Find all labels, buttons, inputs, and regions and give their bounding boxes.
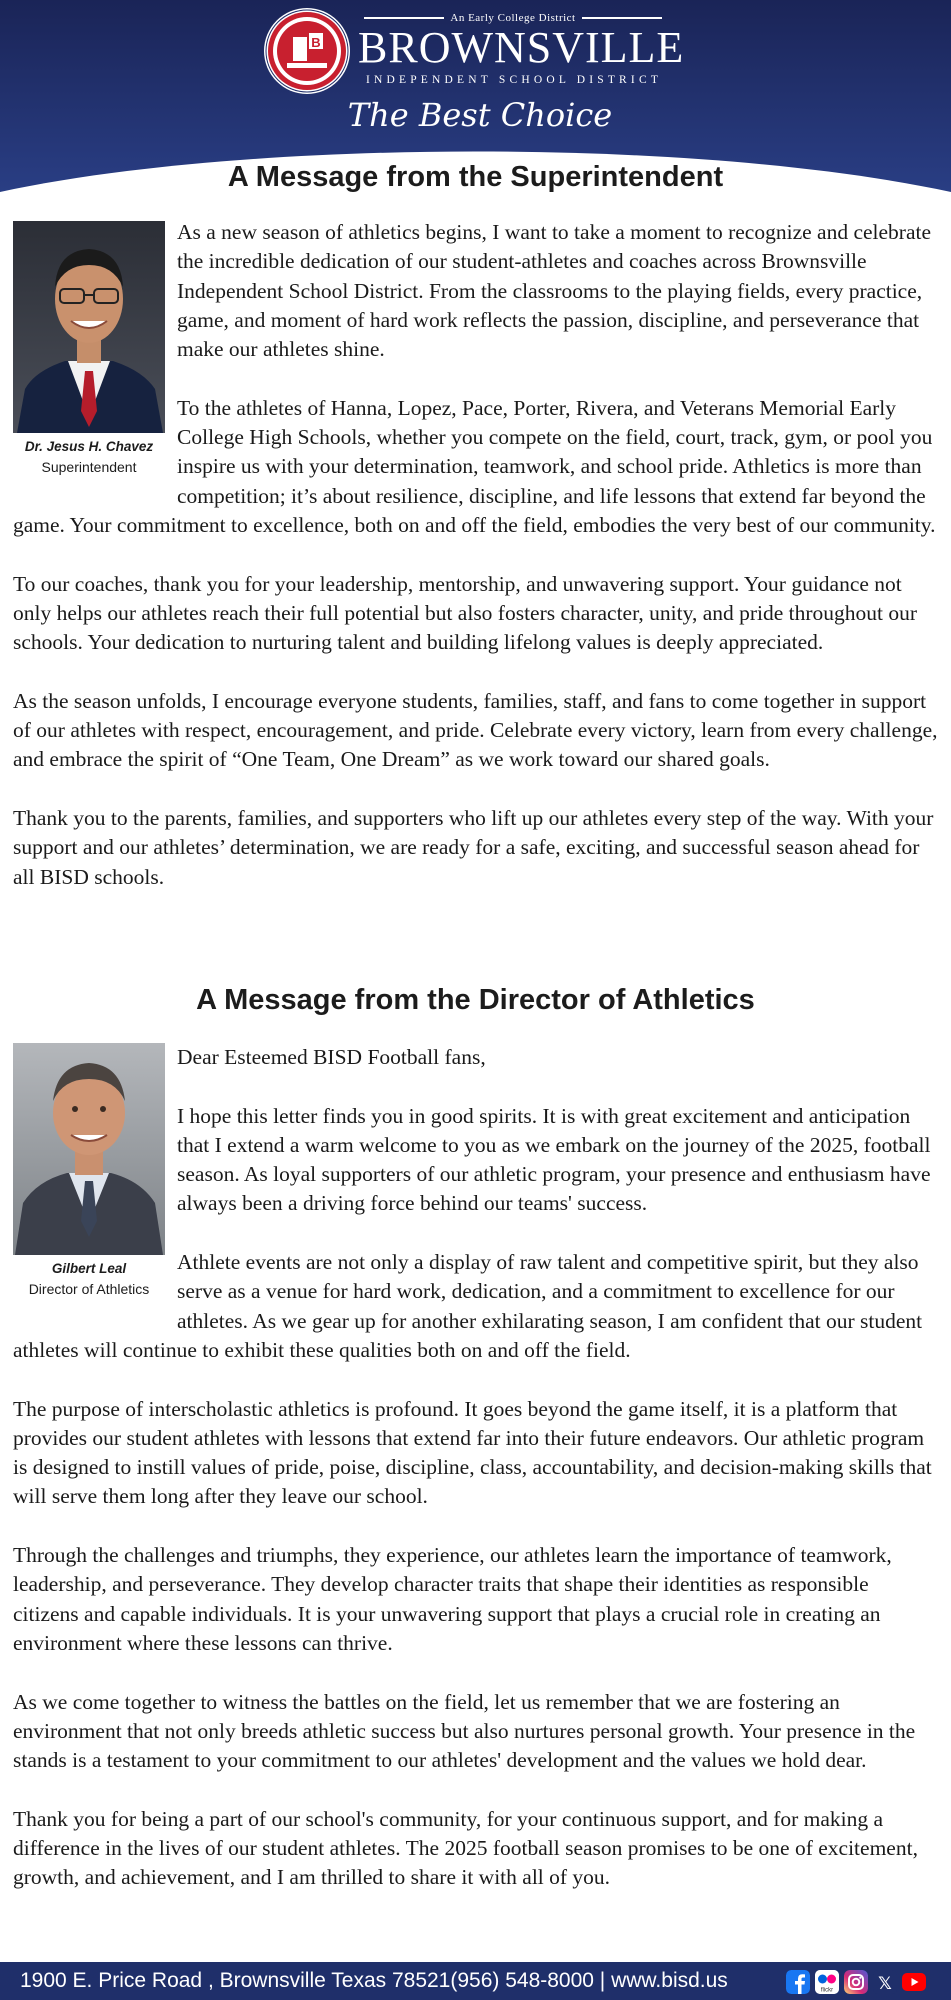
facebook-icon[interactable] bbox=[786, 1970, 810, 1994]
athletics-section-title: A Message from the Director of Athletics bbox=[196, 984, 755, 1016]
athletics-paragraph: The purpose of interscholastic athletics is profound. It goes beyond the game itself, it is a platform that provides our student athletes with lessons that extend far into their future endeavors. Our athletic program is designed to instill values of pride, poise, discipline, class, accountability, and decision-making skills that will serve them long after they leave our school. bbox=[13, 1396, 932, 1509]
superintendent-name: Dr. Jesus H. Chavez bbox=[24, 439, 154, 454]
district-seal-icon bbox=[263, 7, 351, 95]
footer-contact[interactable]: 1900 E. Price Road , Brownsville Texas 78521(956) 548-8000 | www.bisd.us bbox=[20, 1969, 728, 1992]
superintendent-message bbox=[13, 218, 939, 892]
athletics-paragraph: As we come together to witness the battles on the field, let us remember that we are fostering an environment that not only breeds athletic success but also nurtures personal growth. Your presence in the stands is a testament to your commitment to our athletes' development and the values we hold dear. bbox=[13, 1689, 916, 1773]
athletics-paragraph: Dear Esteemed BISD Football fans, bbox=[177, 1045, 486, 1069]
athletics-message bbox=[13, 1043, 939, 1893]
flickr-icon[interactable] bbox=[815, 1970, 839, 1994]
district-subtitle: INDEPENDENT SCHOOL DISTRICT bbox=[365, 74, 663, 86]
athletics-paragraph: I hope this letter finds you in good spirits. It is with great excitement and anticipation that I extend a warm welcome to you as we embark on the journey of the 2025, football season. As loyal supporters of our athletic program, your presence and enthusiasm have always been a driving force behind our teams' success. bbox=[177, 1103, 931, 1216]
superintendent-paragraph: As a new season of athletics begins, I want to take a moment to recognize and celebrate the incredible dedication of our student-athletes and coaches across Brownsville Independent School District. From the classrooms to the playing fields, every practice, game, and moment of hard work reflects the passion, discipline, and perseverance that make our athletes shine. bbox=[177, 220, 932, 362]
district-slogan: The Best Choice bbox=[347, 96, 613, 134]
athletics-paragraph: Thank you for being a part of our school's community, for your continuous support, and for making a difference in the lives of our student athletes. The 2025 football season promises to be one of excitement, growth, and achievement, and I am thrilled to share it with all of you. bbox=[13, 1806, 918, 1890]
youtube-icon[interactable] bbox=[902, 1970, 926, 1994]
svg-text:flickr: flickr bbox=[820, 1987, 834, 1994]
district-wordmark: BROWNSVILLE bbox=[358, 23, 685, 72]
svg-text:B: B bbox=[311, 35, 321, 50]
svg-text:𝕏: 𝕏 bbox=[878, 1974, 892, 1994]
x-icon[interactable] bbox=[873, 1970, 897, 1994]
athletics-director-name: Gilbert Leal bbox=[51, 1261, 127, 1276]
tagline-text: An Early College District bbox=[450, 12, 576, 24]
athletics-paragraph: Athlete events are not only a display of raw talent and competitive spirit, but they also serve as a venue for hard work, dedication, and a commitment to excellence for our athletes. As we gear up for another exhilarating season, I am confident that our student athletes will continue to exhibit these qualities both on and off the field. bbox=[13, 1250, 923, 1362]
instagram-icon[interactable] bbox=[844, 1970, 868, 1994]
superintendent-paragraph: As the season unfolds, I encourage everyone students, families, staff, and fans to come together in support of our athletes with respect, encouragement, and pride. Celebrate every victory, learn from every challenge, and embrace the spirit of “One Team, One Dream” as we work toward our shared goals. bbox=[13, 688, 938, 772]
footer-bar bbox=[0, 1962, 951, 2000]
superintendent-paragraph: To our coaches, thank you for your leadership, mentorship, and unwavering support. Your guidance not only helps our athletes reach their full potential but also fosters character, unity, and pride throughout our schools. Your dedication to nurturing talent and building lifelong values is deeply appreciated. bbox=[13, 571, 918, 655]
superintendent-section-title: A Message from the Superintendent bbox=[227, 161, 724, 193]
superintendent-paragraph: Thank you to the parents, families, and supporters who lift up our athletes every step of the way. With your support and our athletes’ determination, we are ready for a safe, exciting, and successful season ahead for all BISD schools. bbox=[13, 805, 934, 889]
superintendent-role: Superintendent bbox=[41, 459, 137, 475]
athletics-paragraph: Through the challenges and triumphs, they experience, our athletes learn the importance of teamwork, leadership, and perseverance. They develop character traits that shape their identities as responsible citizens and capable individuals. It is your unwavering support that plays a crucial role in creating an environment where these lessons can thrive. bbox=[13, 1543, 892, 1655]
athletics-director-role: Director of Athletics bbox=[28, 1281, 150, 1297]
superintendent-paragraph: To the athletes of Hanna, Lopez, Pace, Porter, Rivera, and Veterans Memorial Early College High Schools, whether you compete on the field, court, track, gym, or pool you inspire us with your determination, teamwork, and school pride. Athletics is more than competition; it’s about resilience, discipline, and life lessons that extend far beyond the game. Your commitment to excellence, both on and off the field, embodies the very best of our community. bbox=[13, 395, 936, 537]
